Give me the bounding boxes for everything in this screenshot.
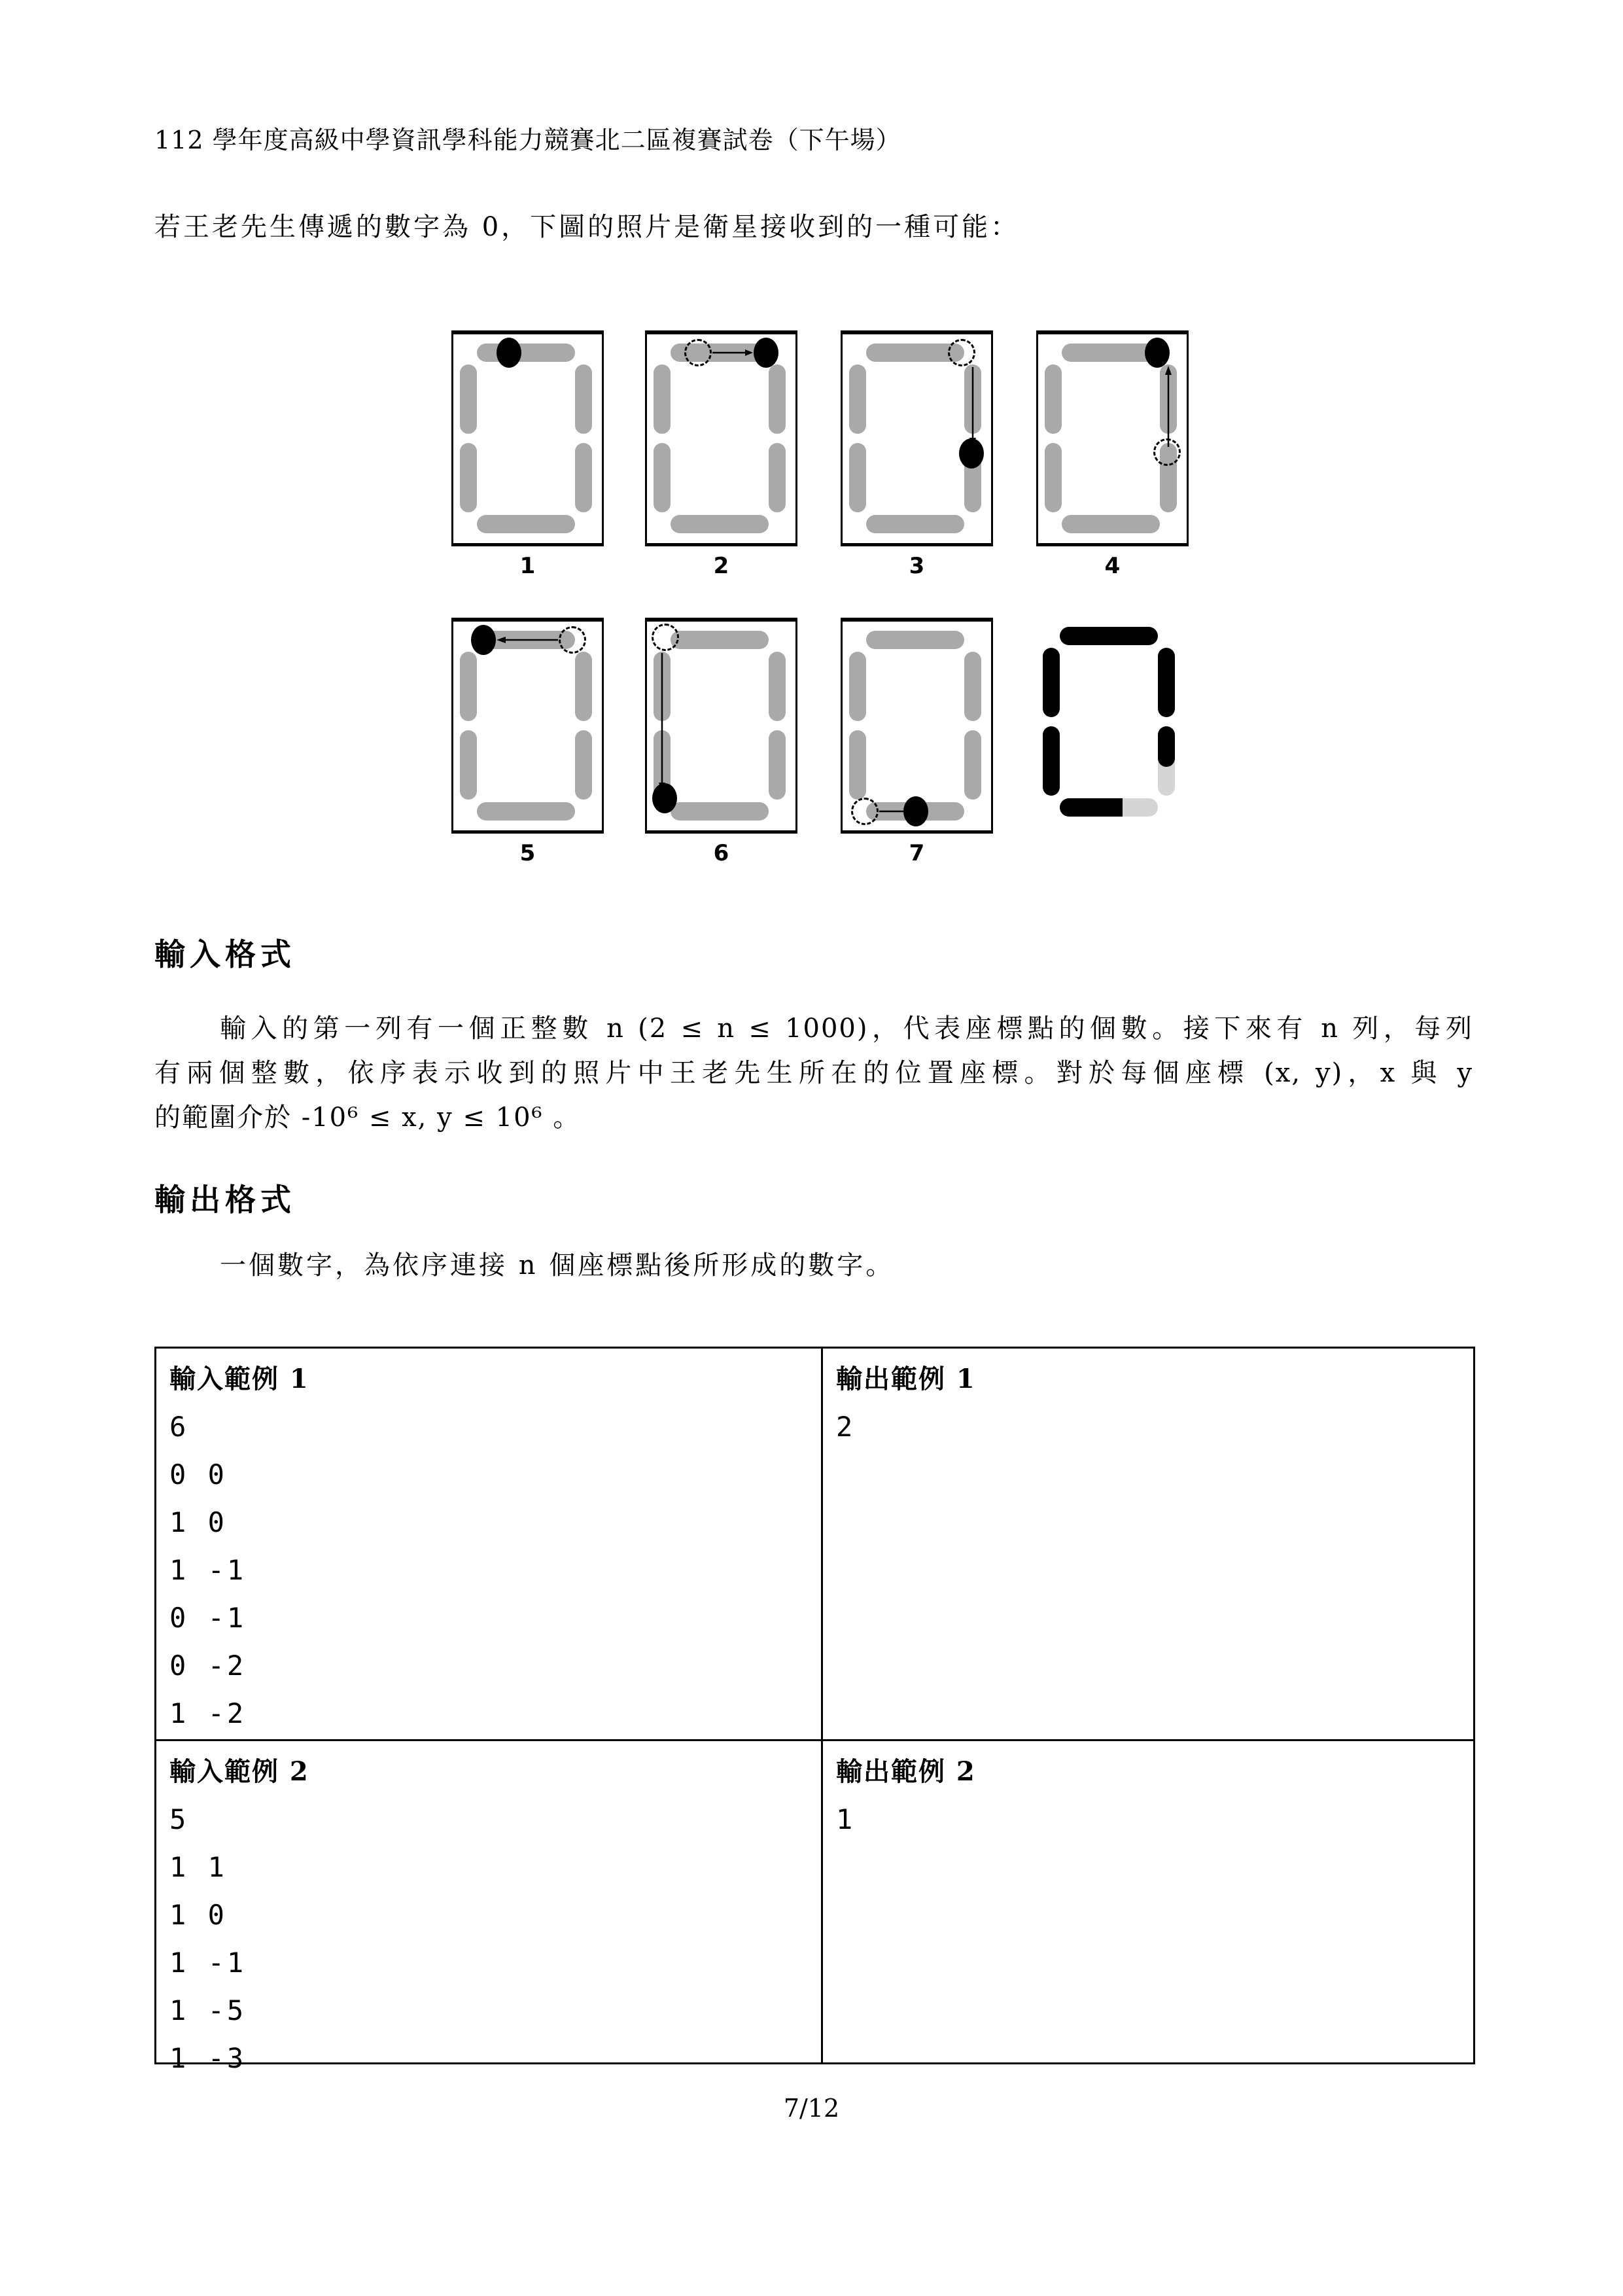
segment-top [671, 631, 769, 649]
examples-table [154, 1347, 1475, 2074]
example-1-input-line: 0 -1 [169, 1602, 247, 1634]
segment-bottom-left [460, 443, 477, 512]
segment-top-right-traced [1158, 648, 1175, 717]
position-dot [652, 783, 677, 813]
example-1-input-cell [156, 1349, 821, 1739]
segment-top-left-traced [1043, 648, 1060, 717]
display-frame [1036, 330, 1189, 546]
example-2-input-line: 1 -3 [169, 2042, 247, 2074]
diagram-2 [645, 330, 797, 579]
example-1-output-cell [821, 1349, 1473, 1739]
segment-bottom-left [849, 730, 866, 800]
example-1-input-line: 1 -2 [169, 1697, 247, 1729]
output-format-line: 一個數字，為依序連接 n 個座標點後所形成的數字。 [220, 1250, 895, 1280]
segment-top-right [964, 652, 981, 721]
diagram-6 [645, 618, 797, 866]
segment-bottom-left [1045, 443, 1062, 512]
example-1-input-line: 0 -2 [169, 1650, 247, 1682]
example-2-input-line: 1 -1 [169, 1947, 247, 1979]
segment-top-right [575, 652, 592, 721]
segment-top-right [769, 652, 786, 721]
display-frame [451, 618, 604, 834]
example-2-output-line: 1 [836, 1803, 856, 1835]
segment-top-left [654, 364, 671, 434]
example-1-input-title: 輸入範例 1 [169, 1364, 309, 1394]
segment-bottom [671, 515, 769, 533]
previous-position-circle [559, 626, 586, 654]
segment-bottom [1062, 515, 1160, 533]
example-2-output-cell [821, 1741, 1473, 2062]
traced-result-display [1036, 618, 1189, 834]
position-dot [1145, 338, 1170, 368]
display-frame [451, 330, 604, 546]
segment-bottom-left [654, 443, 671, 512]
segment-bottom [477, 515, 575, 533]
move-down-arrow-icon [968, 367, 978, 447]
segment-bottom-right [575, 730, 592, 800]
segment-top [866, 631, 964, 649]
example-1-input-line: 1 -1 [169, 1554, 247, 1586]
input-format-heading: 輸入格式 [154, 937, 296, 973]
segment-top-traced [1060, 627, 1158, 645]
figure-label: 6 [713, 840, 729, 866]
display-frame [645, 330, 797, 546]
example-2-input-cell [156, 1741, 821, 2074]
input-format-line-2: 有兩個整數，依序表示收到的照片中王老先生所在的位置座標。對於每個座標 (x, y)，x 與 y [154, 1058, 1473, 1088]
example-2-input-line: 1 0 [169, 1899, 227, 1931]
segment-bottom-right-partial-trace [1158, 726, 1175, 767]
display-frame [841, 330, 993, 546]
previous-position-circle [851, 798, 879, 825]
example-1-input-line: 1 0 [169, 1506, 227, 1538]
display-frame [645, 618, 797, 834]
move-down-arrow-icon [657, 653, 667, 792]
input-format-line-1: 輸入的第一列有一個正整數 n (2 ≤ n ≤ 1000)，代表座標點的個數。接下來有 n 列，每列 [220, 1014, 1473, 1044]
example-2-input-line: 1 1 [169, 1851, 227, 1883]
example-1-input-line: 0 0 [169, 1458, 227, 1491]
segment-top-right [769, 364, 786, 434]
segment-top-left [460, 652, 477, 721]
segment-bottom-left [460, 730, 477, 800]
example-2-output-title: 輸出範例 2 [836, 1756, 976, 1787]
example-2-row [156, 1739, 1473, 2074]
page-title: 112 學年度高級中學資訊學科能力競賽北二區複賽試卷（下午場） [154, 126, 901, 154]
example-2-input-line: 1 -5 [169, 1994, 247, 2026]
segment-top-left [849, 364, 866, 434]
figure-label: 3 [909, 553, 925, 579]
figure-label: 2 [713, 553, 729, 579]
segment-bottom [866, 515, 964, 533]
example-2-input-title: 輸入範例 2 [169, 1756, 309, 1787]
previous-position-circle [684, 339, 712, 366]
position-dot [959, 438, 984, 468]
diagram-7 [841, 618, 993, 866]
position-dot [497, 338, 521, 368]
segment-bottom-left-traced [1043, 726, 1060, 796]
example-1-row [156, 1349, 1473, 1739]
display-frame [1036, 618, 1189, 834]
segment-bottom-partial-trace [1060, 798, 1123, 817]
move-up-arrow-icon [1163, 366, 1174, 447]
seven-segment-figure [451, 330, 1191, 866]
figure-label: 4 [1104, 553, 1121, 579]
figure-label: 1 [519, 553, 536, 579]
move-right-arrow-icon [712, 347, 753, 358]
input-format-line-3: 的範圍介於 -10⁶ ≤ x, y ≤ 10⁶ 。 [154, 1103, 581, 1133]
intro-paragraph: 若王老先生傳遞的數字為 0，下圖的照片是衛星接收到的一種可能： [154, 212, 1020, 242]
segment-bottom-left [849, 443, 866, 512]
page-number: 7/12 [783, 2094, 840, 2123]
position-dot [754, 338, 778, 368]
display-frame [841, 618, 993, 834]
segment-bottom [671, 802, 769, 821]
position-dot [903, 796, 928, 826]
example-1-input-line: 6 [169, 1411, 189, 1443]
output-format-heading: 輸出格式 [154, 1182, 296, 1218]
example-2-input-line: 5 [169, 1803, 189, 1835]
diagram-1 [451, 330, 604, 579]
segment-top-left [1045, 364, 1062, 434]
example-1-output-title: 輸出範例 1 [836, 1364, 976, 1394]
segment-bottom-right [769, 730, 786, 800]
previous-position-circle [948, 339, 975, 366]
segment-top-right [575, 364, 592, 434]
previous-position-circle [652, 624, 679, 651]
segment-top-left [849, 652, 866, 721]
diagram-5 [451, 618, 604, 866]
figure-label: 5 [519, 840, 536, 866]
previous-position-circle [1153, 438, 1181, 466]
example-1-output-line: 2 [836, 1411, 856, 1443]
segment-bottom-right [575, 443, 592, 512]
position-dot [471, 625, 496, 655]
segment-top-left [460, 364, 477, 434]
figure-label: 7 [909, 840, 925, 866]
segment-top [477, 344, 575, 362]
segment-bottom [477, 802, 575, 821]
move-left-arrow-icon [497, 635, 558, 645]
segment-bottom-right [769, 443, 786, 512]
diagram-3 [841, 330, 993, 579]
diagram-4 [1036, 330, 1189, 579]
segment-bottom-right [964, 730, 981, 800]
